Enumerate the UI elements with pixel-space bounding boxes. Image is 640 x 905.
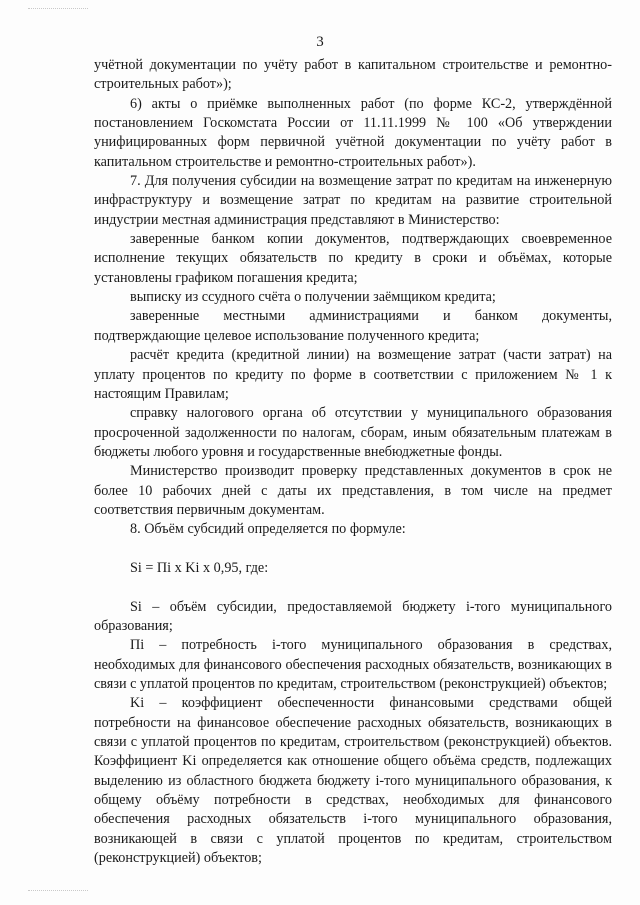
- paragraph-certified-documents: заверенные местными администрациями и банком документы, подтверждающие целевое использование полученного кредита;: [94, 308, 612, 344]
- spacer: [94, 578, 612, 597]
- formula: Si = Пi x Ki x 0,95, где:: [130, 559, 269, 576]
- paragraph-continuation: учётной документации по учёту работ в капитальном строительстве и ремонтно-строительных работ»);: [94, 57, 612, 93]
- spacer: [94, 540, 612, 559]
- paragraph-tax-certificate: справку налогового органа об отсутствии у муниципального образования просроченной задолженности по налогам, сборам, иным обязательным платежам в бюджеты любого уровня и государственные внебюджетные фонды.: [94, 405, 612, 460]
- definition-pi: Пi – потребность i-того муниципального образования в средствах, необходимых для финансового обеспечения расходных обязательств, возникающих в связи с уплатой процентов по кредитам, строительством (реконструкцией) объектов;: [94, 637, 612, 692]
- paragraph-section-7: 7. Для получения субсидии на возмещение затрат по кредитам на инженерную инфраструктуру и возмещение затрат по кредитам на развитие строительной индустрии местная администрация представляют в Министерство:: [94, 173, 612, 228]
- scan-artifact-top: [28, 8, 88, 11]
- paragraph-section-8: 8. Объём субсидий определяется по формуле:: [130, 521, 406, 538]
- paragraph-loan-statement: выписку из ссудного счёта о получении заёмщиком кредита;: [130, 289, 496, 306]
- paragraph-item-6: 6) акты о приёмке выполненных работ (по форме КС-2, утверждённой постановлением Госкомстата России от 11.11.1999 № 100 «Об утверждении унифицированных форм первичной учётной документации по учёту работ в капитальном строительстве и ремонтно-строительных работ»).: [94, 95, 612, 170]
- definition-si: Si – объём субсидии, предоставляемой бюджету i-того муниципального образования;: [94, 598, 612, 634]
- definition-ki: Ki – коэффициент обеспеченности финансовыми средствами общей потребности на финансовое обеспечение расходных обязательств, возникающих в связи с уплатой процентов по кредитам, строительством (реконструкцией) объектов. Коэффициент Ki определяется как отношение общего объёма средств, подлежащих выделению из областного бюджета бюджету i-того муниципального образования, к общему объёму потребности в средствах, необходимых для финансового обеспечения расходных обязательств i-того муниципального образования, возникающей в связи с уплатой процентов по кредитам, строительством (реконструкцией) объектов;: [94, 695, 612, 867]
- page-number: 3: [316, 34, 324, 50]
- scan-artifact-bottom: [28, 890, 88, 893]
- paragraph-bank-copies: заверенные банком копии документов, подтверждающих своевременное исполнение текущих обязательств по кредиту в сроки и объёмах, которые установлены графиком погашения кредита;: [94, 231, 612, 286]
- paragraph-ministry-check: Министерство производит проверку представленных документов в срок не более 10 рабочих дней с даты их представления, в том числе на предмет соответствия первичным документам.: [94, 463, 612, 518]
- document-body: [94, 56, 612, 868]
- paragraph-loan-calculation: расчёт кредита (кредитной линии) на возмещение затрат (части затрат) на уплату процентов по кредиту по форме в соответствии с приложением № 1 к настоящим Правилам;: [94, 347, 612, 402]
